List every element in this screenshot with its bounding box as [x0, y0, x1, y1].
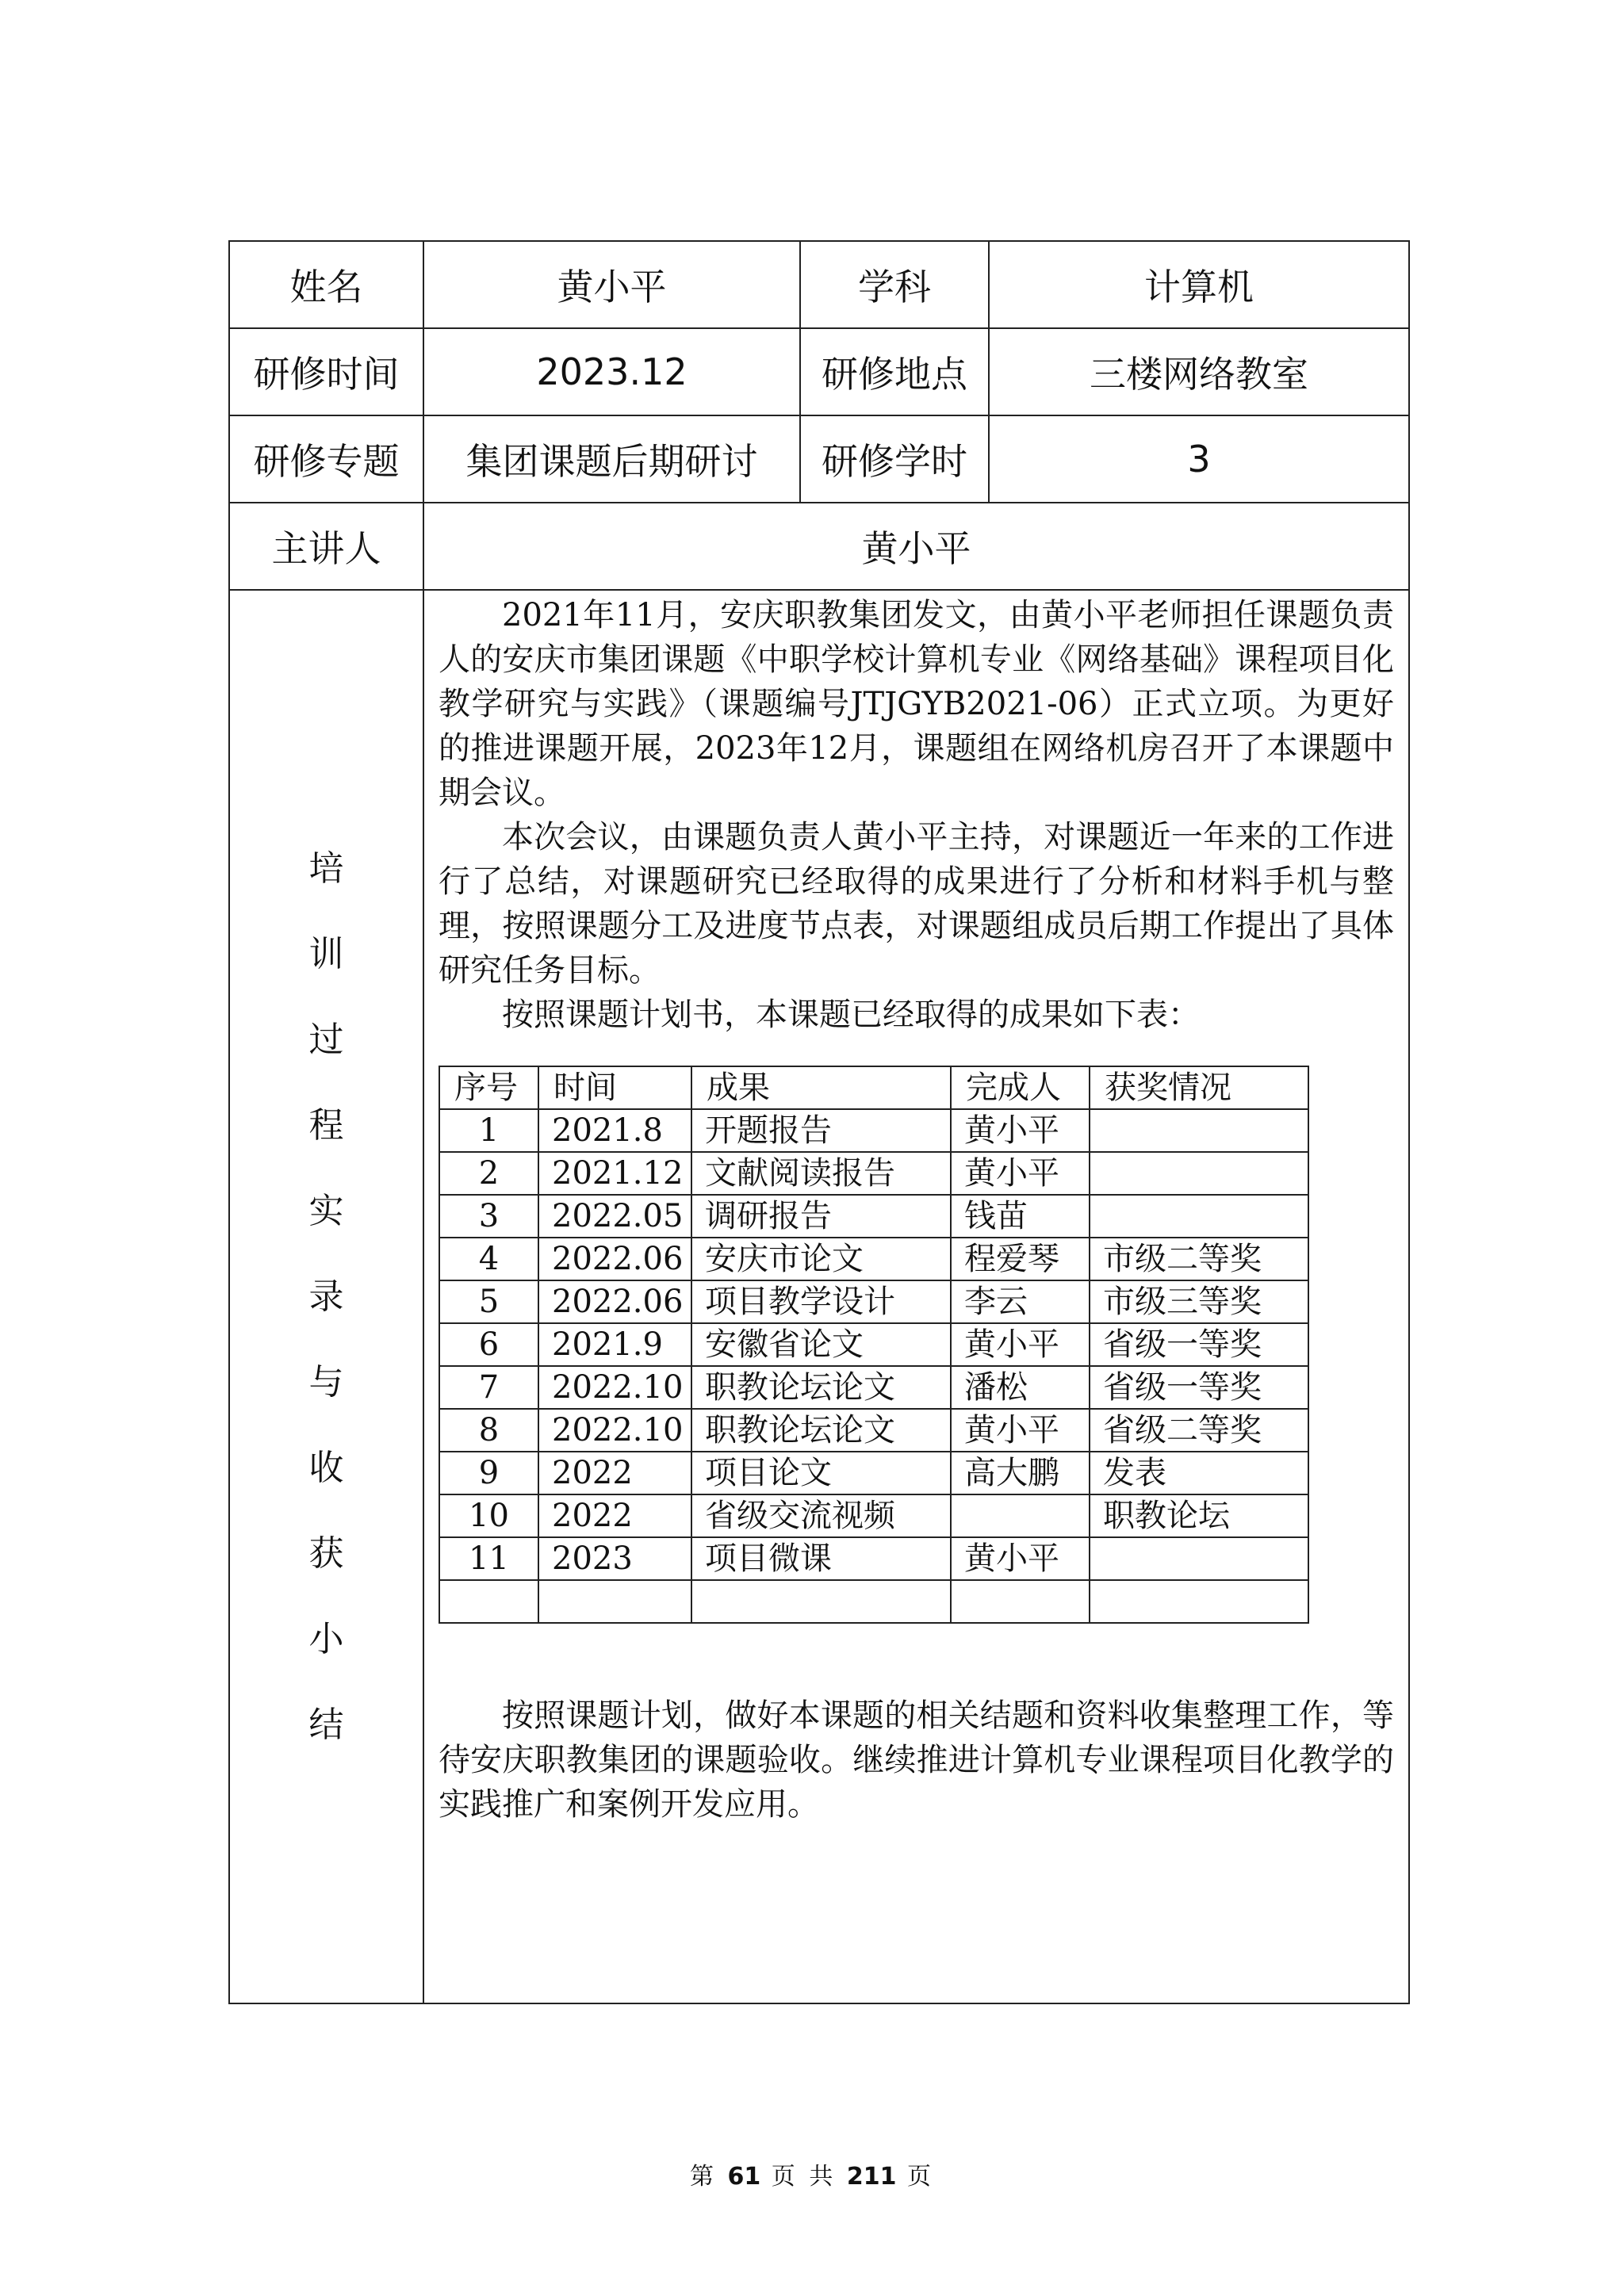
table-cell: [1090, 1580, 1308, 1623]
table-cell: 2023: [538, 1537, 691, 1580]
table-cell: 6: [439, 1323, 538, 1366]
table-row: [439, 1280, 1308, 1323]
section-label-char: 过: [308, 1019, 344, 1060]
section-label-char: 与: [308, 1361, 344, 1402]
table-cell: [1090, 1152, 1308, 1195]
section-label-char: 获: [308, 1533, 344, 1574]
footer-total-pages: 211: [846, 2163, 897, 2191]
name-label: 姓名: [229, 241, 423, 328]
speaker-label: 主讲人: [229, 503, 423, 590]
table-cell: 发表: [1090, 1452, 1308, 1494]
table-cell: 2022: [538, 1494, 691, 1537]
table-cell: 项目教学设计: [691, 1280, 951, 1323]
table-cell: [951, 1494, 1090, 1537]
place-label: 研修地点: [800, 328, 989, 415]
section-label-char: 程: [308, 1104, 344, 1146]
table-row: [439, 1109, 1308, 1152]
table-cell: 钱苗: [951, 1195, 1090, 1238]
table-cell: 1: [439, 1109, 538, 1152]
table-cell: 职教论坛: [1090, 1494, 1308, 1537]
topic-value: 集团课题后期研讨: [423, 415, 800, 503]
table-row: [439, 1366, 1308, 1409]
table-cell: [538, 1580, 691, 1623]
results-header-cell: 时间: [538, 1066, 691, 1109]
footer-prefix: 第: [689, 2163, 717, 2191]
table-cell: 黄小平: [951, 1409, 1090, 1452]
footer-page-number: 61: [727, 2163, 761, 2191]
table-cell: 黄小平: [951, 1152, 1090, 1195]
table-cell: 文献阅读报告: [691, 1152, 951, 1195]
table-cell: 黄小平: [951, 1109, 1090, 1152]
section-label-char: 实: [308, 1190, 344, 1231]
section-vertical-label: [230, 850, 423, 1744]
results-header-cell: 序号: [439, 1066, 538, 1109]
page-footer: [0, 2156, 1624, 2191]
table-row: [439, 1323, 1308, 1366]
table-cell: [1090, 1109, 1308, 1152]
paragraph: 本次会议，由课题负责人黄小平主持，对课题近一年来的工作进行了总结，对课题研究已经取得的成果进行了分析和材料手机与整理，按照课题分工及进度节点表，对课题组成员后期工作提出了具体研究任务目标。: [439, 819, 1394, 989]
paragraph: 2021年11月，安庆职教集团发文，由黄小平老师担任课题负责人的安庆市集团课题《中职学校计算机专业《网络基础》课程项目化教学研究与实践》（课题编号JTJGYB2021-06）正式立项。为更好的推进课题开展，2023年12月，课题组在网络机房召开了本课题中期会议。: [439, 597, 1394, 811]
section-label-char: 训: [308, 933, 344, 974]
table-cell: 5: [439, 1280, 538, 1323]
section-label-char: 培: [308, 848, 344, 889]
paragraph: 按照课题计划书，本课题已经取得的成果如下表：: [502, 997, 1200, 1033]
table-row: [439, 1537, 1308, 1580]
table-cell: 2022.10: [538, 1366, 691, 1409]
closing-paragraph: 按照课题计划，做好本课题的相关结题和资料收集整理工作，等待安庆职教集团的课题验收。继续推进计算机专业课程项目化教学的实践推广和案例开发应用。: [439, 1697, 1394, 1823]
results-header-cell: 完成人: [951, 1066, 1090, 1109]
results-header-cell: 获奖情况: [1090, 1066, 1308, 1109]
table-cell: 2021.12: [538, 1152, 691, 1195]
table-cell: 省级二等奖: [1090, 1409, 1308, 1452]
section-label-cell: [229, 590, 423, 2003]
table-cell: 职教论坛论文: [691, 1366, 951, 1409]
table-cell: 黄小平: [951, 1323, 1090, 1366]
table-cell: 2022.06: [538, 1238, 691, 1280]
hours-value: 3: [989, 415, 1409, 503]
training-content-cell: [423, 590, 1409, 2003]
table-cell: 2022: [538, 1452, 691, 1494]
hours-label: 研修学时: [800, 415, 989, 503]
table-cell: 2022.05: [538, 1195, 691, 1238]
table-cell: 省级交流视频: [691, 1494, 951, 1537]
table-cell: 安徽省论文: [691, 1323, 951, 1366]
table-row: [439, 1409, 1308, 1452]
table-cell: 10: [439, 1494, 538, 1537]
results-table: [439, 1066, 1309, 1624]
subject-label: 学科: [800, 241, 989, 328]
speaker-value: 黄小平: [423, 503, 1409, 590]
table-cell: 8: [439, 1409, 538, 1452]
table-cell: [1090, 1195, 1308, 1238]
table-cell: 市级二等奖: [1090, 1238, 1308, 1280]
table-cell: 2021.8: [538, 1109, 691, 1152]
table-cell: 2022.10: [538, 1409, 691, 1452]
table-cell: 2: [439, 1152, 538, 1195]
results-header-row: [439, 1066, 1308, 1109]
table-cell: 高大鹏: [951, 1452, 1090, 1494]
table-row: [439, 1238, 1308, 1280]
table-cell: 黄小平: [951, 1537, 1090, 1580]
footer-middle: 页 共: [771, 2163, 837, 2191]
table-cell: [439, 1580, 538, 1623]
table-cell: 7: [439, 1366, 538, 1409]
table-cell: 省级一等奖: [1090, 1366, 1308, 1409]
table-cell: 项目论文: [691, 1452, 951, 1494]
table-cell: 2021.9: [538, 1323, 691, 1366]
table-cell: [1090, 1537, 1308, 1580]
table-cell: 2022.06: [538, 1280, 691, 1323]
table-cell: 安庆市论文: [691, 1238, 951, 1280]
table-cell: 9: [439, 1452, 538, 1494]
table-row: [439, 1152, 1308, 1195]
section-label-char: 结: [308, 1704, 344, 1745]
place-value: 三楼网络教室: [989, 328, 1409, 415]
table-cell: 潘松: [951, 1366, 1090, 1409]
table-cell: 11: [439, 1537, 538, 1580]
table-cell: 4: [439, 1238, 538, 1280]
table-cell: 开题报告: [691, 1109, 951, 1152]
section-label-char: 收: [308, 1447, 344, 1488]
time-value: 2023.12: [423, 328, 800, 415]
topic-label: 研修专题: [229, 415, 423, 503]
table-row: [439, 1580, 1308, 1623]
section-label-char: 录: [308, 1276, 344, 1317]
table-cell: [951, 1580, 1090, 1623]
results-header-cell: 成果: [691, 1066, 951, 1109]
table-row: [439, 1494, 1308, 1537]
table-cell: 李云: [951, 1280, 1090, 1323]
name-value: 黄小平: [423, 241, 800, 328]
section-label-char: 小: [308, 1618, 344, 1659]
table-cell: [691, 1580, 951, 1623]
table-row: [439, 1195, 1308, 1238]
time-label: 研修时间: [229, 328, 423, 415]
table-cell: 程爱琴: [951, 1238, 1090, 1280]
table-cell: 项目微课: [691, 1537, 951, 1580]
table-cell: 职教论坛论文: [691, 1409, 951, 1452]
table-cell: 省级一等奖: [1090, 1323, 1308, 1366]
table-cell: 调研报告: [691, 1195, 951, 1238]
footer-suffix: 页: [907, 2163, 935, 2191]
results-table-body: [439, 1066, 1308, 1623]
table-row: [439, 1452, 1308, 1494]
table-cell: 3: [439, 1195, 538, 1238]
training-record-form: [228, 240, 1410, 2004]
table-cell: 市级三等奖: [1090, 1280, 1308, 1323]
subject-value: 计算机: [989, 241, 1409, 328]
